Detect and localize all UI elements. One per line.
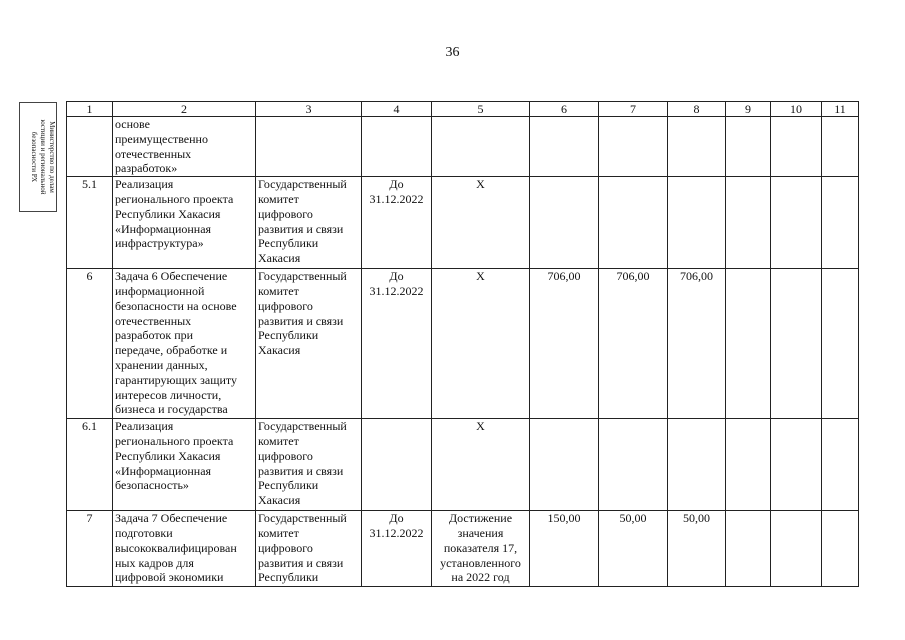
- cell-line: установленного: [440, 555, 521, 570]
- cell-line: высококвалифицирован: [115, 540, 237, 555]
- cell-line: ных кадров для: [115, 555, 194, 570]
- cell-line: безопасности на основе: [115, 298, 237, 313]
- cell-line: До: [389, 269, 404, 284]
- column-header: 2: [113, 102, 256, 117]
- cell-line: развития и связи: [258, 463, 344, 478]
- executor: [256, 269, 362, 419]
- stamp-line: юстиции и региональной: [39, 119, 47, 195]
- page-number: 36: [445, 45, 460, 60]
- funding-amount: 50,00: [599, 511, 668, 587]
- row-number: 7: [67, 511, 113, 587]
- measure-name: [113, 177, 256, 269]
- funding-amount: [822, 117, 859, 177]
- cell-line: подготовки: [115, 525, 173, 540]
- cell-line: Х: [476, 177, 485, 192]
- cell-line: развития и связи: [258, 555, 344, 570]
- cell-line: Хакасия: [258, 493, 301, 508]
- funding-amount: [771, 269, 822, 419]
- measure-name: [113, 511, 256, 587]
- cell-line: Республики: [258, 328, 319, 343]
- column-header: 11: [822, 102, 859, 117]
- plan-table: [66, 101, 859, 587]
- cell-line: Республики: [258, 478, 319, 493]
- cell-line: Республики Хакасия: [115, 448, 221, 463]
- cell-line: инфраструктура»: [115, 236, 204, 251]
- cell-line: передаче, обработке и: [115, 343, 228, 358]
- column-header: 5: [432, 102, 530, 117]
- column-header: 10: [771, 102, 822, 117]
- cell-line: Республики Хакасия: [115, 206, 221, 221]
- funding-amount: [599, 419, 668, 511]
- cell-line: разработок при: [115, 328, 194, 343]
- table-row: [67, 177, 859, 269]
- cell-line: цифрового: [258, 298, 313, 313]
- funding-amount: [822, 177, 859, 269]
- cell-line: бизнеса и государства: [115, 402, 228, 417]
- stamp-line: Министерство по делам: [48, 121, 56, 193]
- funding-amount: [668, 177, 726, 269]
- row-number: 5.1: [67, 177, 113, 269]
- stamp-line: безопасности РХ: [30, 131, 38, 183]
- table-row: [67, 269, 859, 419]
- column-header: 3: [256, 102, 362, 117]
- cell-line: «Информационная: [115, 221, 212, 236]
- funding-amount: [530, 419, 599, 511]
- executor: [256, 117, 362, 177]
- cell-line: интересов личности,: [115, 387, 222, 402]
- cell-line: комитет: [258, 191, 299, 206]
- executor: [256, 511, 362, 587]
- cell-line: Хакасия: [258, 251, 301, 266]
- cell-line: Государственный: [258, 511, 347, 526]
- executor: [256, 419, 362, 511]
- deadline: [362, 177, 432, 269]
- funding-amount: [771, 177, 822, 269]
- cell-line: гарантирующих защиту: [115, 372, 237, 387]
- cell-line: регионального проекта: [115, 191, 234, 206]
- column-header: 4: [362, 102, 432, 117]
- cell-line: цифровой экономики: [115, 570, 224, 585]
- cell-line: 31.12.2022: [369, 283, 424, 298]
- stamp-text: [20, 103, 56, 211]
- cell-line: хранении данных,: [115, 357, 208, 372]
- cell-line: Х: [476, 269, 485, 284]
- row-number: [67, 117, 113, 177]
- cell-line: Х: [476, 419, 485, 434]
- cell-line: Государственный: [258, 269, 347, 284]
- cell-line: Задача 7 Обеспечение: [115, 511, 228, 526]
- funding-amount: [530, 117, 599, 177]
- funding-amount: [726, 419, 771, 511]
- funding-amount: [668, 117, 726, 177]
- cell-line: комитет: [258, 525, 299, 540]
- expected-result: [432, 511, 530, 587]
- table-row: [67, 511, 859, 587]
- cell-line: преимущественно: [115, 131, 208, 146]
- deadline: [362, 511, 432, 587]
- cell-line: Хакасия: [258, 343, 301, 358]
- expected-result: [432, 177, 530, 269]
- cell-line: на 2022 год: [451, 570, 510, 585]
- cell-line: показателя 17,: [443, 540, 518, 555]
- funding-amount: [771, 419, 822, 511]
- column-header: 9: [726, 102, 771, 117]
- cell-line: развития и связи: [258, 313, 344, 328]
- funding-amount: 706,00: [668, 269, 726, 419]
- cell-line: цифрового: [258, 540, 313, 555]
- column-header: 1: [67, 102, 113, 117]
- cell-line: 31.12.2022: [369, 191, 424, 206]
- cell-line: регионального проекта: [115, 433, 234, 448]
- funding-amount: [530, 177, 599, 269]
- funding-amount: [726, 269, 771, 419]
- executor: [256, 177, 362, 269]
- deadline: [362, 419, 432, 511]
- funding-amount: [771, 511, 822, 587]
- table-row: [67, 117, 859, 177]
- funding-amount: [822, 419, 859, 511]
- funding-amount: [599, 117, 668, 177]
- table-header-row: [67, 102, 859, 117]
- cell-line: комитет: [258, 433, 299, 448]
- cell-line: безопасность»: [115, 478, 189, 493]
- funding-amount: [771, 117, 822, 177]
- expected-result: [432, 117, 530, 177]
- cell-line: Реализация: [115, 419, 174, 434]
- cell-line: разработок»: [115, 161, 178, 176]
- cell-line: информационной: [115, 283, 205, 298]
- funding-amount: [726, 177, 771, 269]
- funding-amount: [599, 177, 668, 269]
- funding-amount: 50,00: [668, 511, 726, 587]
- cell-line: Государственный: [258, 177, 347, 192]
- cell-line: Реализация: [115, 177, 174, 192]
- cell-line: Достижение: [448, 511, 513, 526]
- column-header: 6: [530, 102, 599, 117]
- funding-amount: [726, 117, 771, 177]
- cell-line: Государственный: [258, 419, 347, 434]
- funding-amount: 706,00: [530, 269, 599, 419]
- table-row: [67, 419, 859, 511]
- funding-amount: [726, 511, 771, 587]
- column-header: 8: [668, 102, 726, 117]
- expected-result: [432, 419, 530, 511]
- measure-name: [113, 117, 256, 177]
- cell-line: Республики: [258, 570, 319, 585]
- cell-line: До: [389, 177, 404, 192]
- cell-line: «Информационная: [115, 463, 212, 478]
- measure-name: [113, 419, 256, 511]
- cell-line: цифрового: [258, 206, 313, 221]
- cell-line: основе: [115, 117, 150, 131]
- funding-amount: 706,00: [599, 269, 668, 419]
- deadline: [362, 269, 432, 419]
- cell-line: Задача 6 Обеспечение: [115, 269, 228, 284]
- cell-line: цифрового: [258, 448, 313, 463]
- cell-line: До: [389, 511, 404, 526]
- cell-line: отечественных: [115, 146, 192, 161]
- cell-line: значения: [457, 525, 504, 540]
- row-number: 6: [67, 269, 113, 419]
- cell-line: отечественных: [115, 313, 192, 328]
- funding-amount: 150,00: [530, 511, 599, 587]
- cell-line: развития и связи: [258, 221, 344, 236]
- expected-result: [432, 269, 530, 419]
- measure-name: [113, 269, 256, 419]
- cell-line: Республики: [258, 236, 319, 251]
- column-header: 7: [599, 102, 668, 117]
- funding-amount: [822, 269, 859, 419]
- funding-amount: [668, 419, 726, 511]
- registration-stamp: [19, 102, 57, 212]
- row-number: 6.1: [67, 419, 113, 511]
- funding-amount: [822, 511, 859, 587]
- cell-line: 31.12.2022: [369, 525, 424, 540]
- cell-line: комитет: [258, 283, 299, 298]
- deadline: [362, 117, 432, 177]
